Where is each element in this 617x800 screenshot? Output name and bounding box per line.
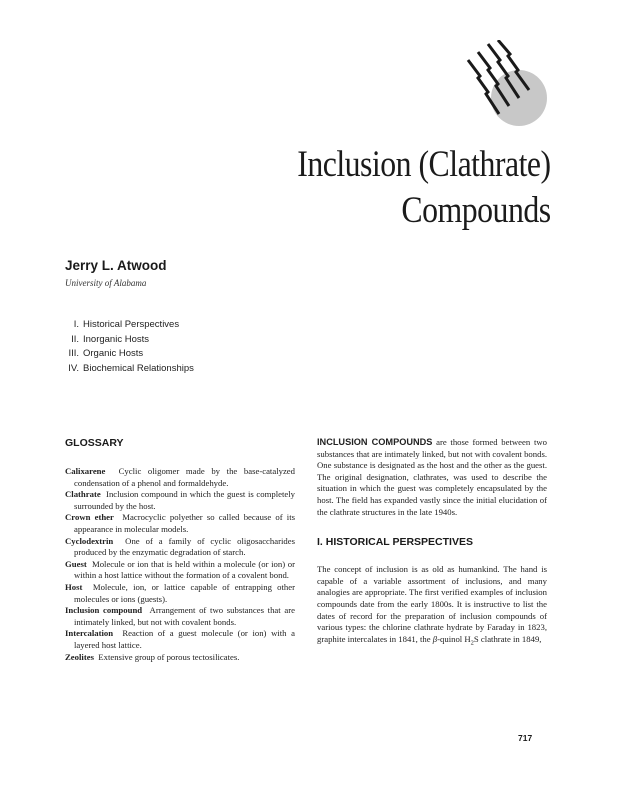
toc-number: I. [73, 319, 79, 330]
title-line-1: Inclusion (Clathrate) [297, 144, 551, 185]
glossary-entry [65, 559, 295, 582]
intro-paragraph [317, 437, 547, 518]
title-line-2: Compounds [401, 190, 551, 231]
toc-item [62, 333, 194, 348]
glossary-entry [65, 512, 295, 535]
toc-label: Organic Hosts [83, 348, 144, 359]
toc-number: IV. [68, 362, 79, 374]
glossary-definition: Macrocyclic polyether so called because of its appearance in molecular models. [74, 512, 296, 534]
glossary-entry [65, 536, 295, 559]
toc-item [62, 362, 194, 377]
toc-label: Biochemical Relationships [83, 362, 194, 374]
toc-item [62, 318, 194, 333]
glossary-entry [65, 652, 295, 664]
glossary-term: Inclusion compound [65, 605, 143, 616]
glossary-list [65, 466, 295, 663]
table-of-contents [62, 318, 194, 376]
glossary-entry [65, 489, 295, 512]
glossary-heading: GLOSSARY [65, 437, 124, 449]
glossary-definition: Extensive group of porous tectosilicates. [98, 651, 240, 662]
author-affiliation: University of Alabama [65, 278, 147, 288]
glossary-definition: Inclusion compound in which the guest is completely surrounded by the host. [74, 489, 296, 511]
section-paragraph [317, 564, 547, 649]
body-column [317, 437, 547, 649]
page-number: 717 [518, 733, 533, 743]
beta-symbol: β [432, 633, 438, 644]
article-title [298, 142, 551, 234]
glossary-entry [65, 582, 295, 605]
glossary-entry [65, 605, 295, 628]
toc-label: Historical Perspectives [83, 319, 180, 330]
glossary-definition: One of a family of cyclic oligosaccharides produced by the enzymatic degradation of starch. [74, 535, 295, 558]
glossary-term: Calixarene [65, 466, 106, 476]
toc-label: Inorganic Hosts [83, 333, 150, 345]
glossary-definition: Molecule, ion, or lattice capable of entrapping other molecules or ions (guests). [74, 581, 295, 604]
glossary-term: Intercalation [65, 628, 114, 639]
section-text-3: S clathrate in 1849, [473, 633, 542, 644]
glossary-entry [65, 628, 295, 651]
toc-number: III. [68, 348, 79, 359]
glossary-term: Guest [65, 558, 87, 569]
subscript: 2 [470, 639, 474, 647]
glossary-column [65, 437, 295, 663]
toc-number: II. [71, 333, 79, 345]
intro-text: are those formed between two substances that are intimately linked, but not with covalent bonds. One substance is designated as the host and the other as the guest. The original designation, clathrates, was used to describe the situation in which the guest was completely encapsulated by the host. The field has expanded vastly since the initial elucidation of the clathrate structures in the late 1940s. [317, 437, 547, 517]
glossary-term: Crown ether [65, 512, 114, 523]
glossary-term: Host [65, 581, 83, 592]
lightning-bolts-logo-icon [466, 40, 552, 126]
glossary-definition: Molecule or ion that is held within a molecule (or ion) or within a host lattice without the formation of a covalent bond. [74, 558, 295, 581]
section-text-2: -quinol H [437, 633, 471, 644]
glossary-term: Cyclodextrin [65, 535, 114, 546]
author-name: Jerry L. Atwood [65, 258, 167, 273]
glossary-term: Zeolites [65, 651, 94, 662]
glossary-definition: Cyclic oligomer made by the base-catalyzed condensation of a phenol and formaldehyde. [74, 466, 296, 488]
intro-lead: INCLUSION COMPOUNDS [317, 437, 433, 447]
glossary-entry [65, 466, 295, 489]
section-text-1: The concept of inclusion is as old as humankind. The hand is capable of a variable assortment of inclusions, and many analogies are appropriate. The first verified examples of inclusion compounds date from the early 1800s. It is instructive to list the dates of record for the preparation of inclusion compounds of various types: the chlorine clathrate hydrate by Faraday in 1823, graphite intercalates in 1841, the [317, 564, 547, 644]
section-heading: I. HISTORICAL PERSPECTIVES [317, 536, 473, 549]
glossary-definition: Arrangement of two substances that are intimately linked, but not with covalent bonds. [74, 605, 296, 627]
glossary-definition: Reaction of a guest molecule (or ion) with a layered host lattice. [74, 628, 295, 650]
glossary-term: Clathrate [65, 489, 101, 500]
toc-item [62, 347, 194, 362]
